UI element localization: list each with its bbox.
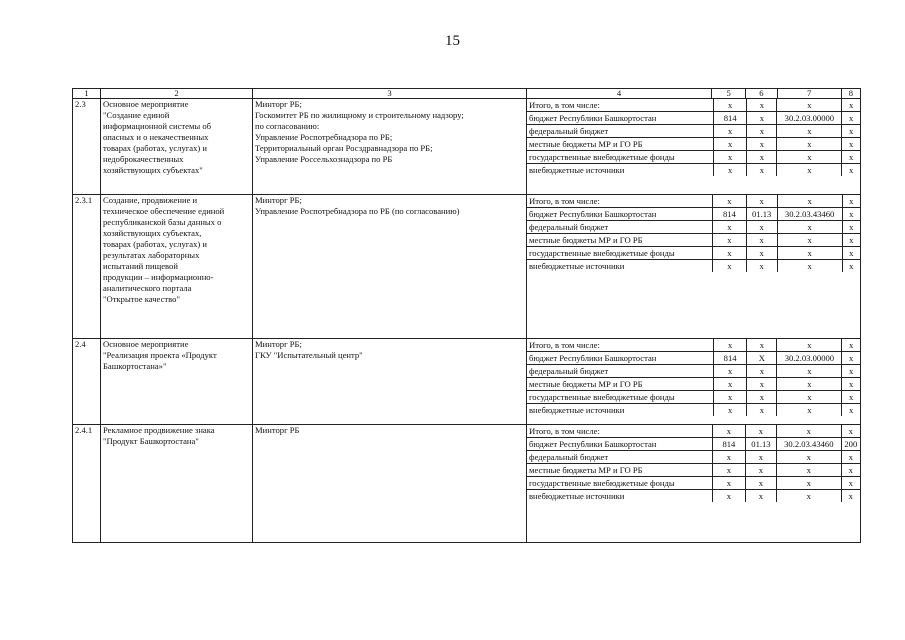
page-number: 15 — [445, 33, 460, 49]
funding-sources-cell — [527, 339, 861, 425]
funding-source-row — [527, 425, 860, 438]
section-code: x — [747, 164, 777, 177]
header-cell-5: 5 — [712, 89, 746, 98]
admin-code: x — [713, 151, 746, 164]
target-article-code: x — [777, 164, 842, 177]
expense-type-code: 200 — [841, 438, 860, 451]
section-code: x — [747, 339, 777, 352]
target-article-code: x — [777, 99, 842, 112]
expense-type-code: x — [842, 339, 860, 352]
funding-source-row — [527, 125, 860, 138]
section-code: x — [747, 112, 777, 125]
responsible-executors: Минторг РБ; ГКУ "Испытательный центр" — [253, 339, 527, 425]
table-row — [73, 425, 861, 543]
target-article-code: x — [777, 234, 842, 247]
admin-code: x — [713, 164, 746, 177]
responsible-executors: Минторг РБ; Управление Роспотребнадзора по РБ (по согласованию) — [253, 195, 527, 339]
funding-source-row — [527, 391, 860, 404]
header-cell-3: 3 — [253, 89, 527, 99]
expense-type-code: x — [841, 464, 860, 477]
admin-code: x — [712, 451, 745, 464]
expense-type-code: x — [842, 99, 860, 112]
funding-source-name: местные бюджеты МР и ГО РБ — [527, 378, 713, 391]
header-cell-1: 1 — [73, 89, 101, 99]
section-code: x — [747, 391, 777, 404]
expense-type-code: x — [842, 352, 860, 365]
expense-type-code: x — [849, 165, 854, 175]
funding-source-name: Итого, в том числе: — [527, 425, 712, 438]
target-article-code: 30.2.03.43460 — [777, 208, 842, 221]
section-code: 01.13 — [745, 438, 776, 451]
funding-source-name: государственные внебюджетные фонды — [527, 151, 713, 164]
row-number: 2.3 — [73, 99, 101, 195]
target-article-code: 30.2.03.43460 — [777, 438, 842, 451]
funding-source-name: внебюджетные источники — [527, 490, 712, 503]
header-cell-4: 4 — [527, 89, 712, 98]
expense-type-code: x — [842, 247, 860, 260]
funding-source-name: местные бюджеты МР и ГО РБ — [527, 234, 713, 247]
target-article-code: x — [777, 339, 842, 352]
target-article-code: x — [777, 365, 842, 378]
admin-code: x — [712, 464, 745, 477]
expense-type-code: x — [842, 391, 860, 404]
expense-type-code: x — [841, 451, 860, 464]
funding-source-name: федеральный бюджет — [527, 451, 712, 464]
funding-source-name: Итого, в том числе: — [527, 195, 713, 208]
admin-code: 814 — [713, 112, 746, 125]
funding-source-row — [527, 404, 860, 417]
funding-source-name: бюджет Республики Башкортостан — [527, 438, 712, 451]
table-row — [73, 99, 861, 195]
section-code: x — [747, 404, 777, 417]
funding-source-name: Итого, в том числе: — [527, 339, 713, 352]
header-cell-7: 7 — [777, 89, 841, 98]
header-cell-2: 2 — [101, 89, 253, 99]
section-code: x — [746, 234, 777, 247]
admin-code: x — [712, 490, 745, 503]
activity-name: Основное мероприятие "Реализация проекта «Продукт Башкортостана»" — [101, 339, 253, 425]
funding-source-row — [527, 464, 860, 477]
admin-code: x — [713, 125, 746, 138]
expense-type-code: x — [842, 195, 860, 208]
expense-type-code: x — [842, 208, 860, 221]
admin-code: x — [713, 99, 746, 112]
funding-source-name: внебюджетные источники — [527, 260, 713, 273]
target-article-code: x — [777, 464, 842, 477]
target-article-code: x — [777, 404, 842, 417]
expense-type-code: x — [841, 477, 860, 490]
target-article-code: x — [777, 247, 842, 260]
admin-code: x — [713, 260, 746, 273]
funding-source-name: государственные внебюджетные фонды — [527, 477, 712, 490]
admin-code: 814 — [712, 438, 745, 451]
admin-code: x — [713, 391, 746, 404]
expense-type-code: x — [842, 378, 860, 391]
funding-source-name: федеральный бюджет — [527, 221, 713, 234]
expense-type-code: x — [848, 491, 853, 501]
target-article-code: x — [777, 490, 842, 503]
funding-sources-table — [527, 195, 860, 272]
funding-source-row — [527, 208, 860, 221]
admin-code: x — [712, 425, 745, 438]
target-article-code: x — [777, 138, 842, 151]
funding-source-name: бюджет Республики Башкортостан — [527, 112, 713, 125]
header-cell-4-8 — [527, 89, 861, 99]
expense-type-code: x — [849, 405, 854, 415]
target-article-code: x — [777, 378, 842, 391]
funding-source-row — [527, 138, 860, 151]
responsible-executors: Минторг РБ — [253, 425, 527, 543]
target-article-code: x — [777, 391, 842, 404]
table-row — [73, 339, 861, 425]
funding-source-row — [527, 164, 860, 177]
expense-type-code: x — [842, 138, 860, 151]
row-number: 2.4.1 — [73, 425, 101, 543]
section-code: x — [747, 99, 777, 112]
header-row — [73, 89, 861, 99]
section-code: x — [746, 247, 777, 260]
funding-source-row — [527, 477, 860, 490]
funding-source-row — [527, 451, 860, 464]
admin-code: 814 — [713, 208, 746, 221]
funding-sources-table — [527, 339, 860, 416]
funding-source-name: внебюджетные источники — [527, 164, 713, 177]
section-code: 01.13 — [746, 208, 777, 221]
section-code: x — [745, 451, 776, 464]
funding-source-row — [527, 378, 860, 391]
program-activities-table — [72, 88, 861, 543]
target-article-code: x — [777, 451, 842, 464]
funding-source-row — [527, 438, 860, 451]
expense-type-code: x — [842, 365, 860, 378]
funding-source-row — [527, 365, 860, 378]
admin-code: x — [713, 234, 746, 247]
admin-code: x — [712, 477, 745, 490]
funding-source-row — [527, 260, 860, 273]
target-article-code: x — [777, 195, 842, 208]
funding-source-name: федеральный бюджет — [527, 365, 713, 378]
section-code: X — [747, 352, 777, 365]
target-article-code: x — [777, 477, 842, 490]
funding-source-name: государственные внебюджетные фонды — [527, 247, 713, 260]
section-code: x — [746, 260, 777, 273]
funding-source-name: государственные внебюджетные фонды — [527, 391, 713, 404]
funding-sources-table — [527, 99, 860, 176]
admin-code: x — [713, 378, 746, 391]
funding-sources-cell — [527, 425, 861, 543]
funding-source-name: бюджет Республики Башкортостан — [527, 352, 713, 365]
funding-source-name: федеральный бюджет — [527, 125, 713, 138]
section-code: x — [747, 365, 777, 378]
header-cell-8: 8 — [848, 89, 854, 98]
section-code: x — [746, 195, 777, 208]
target-article-code: 30.2.03.00000 — [777, 352, 842, 365]
funding-source-row — [527, 112, 860, 125]
expense-type-code: x — [842, 151, 860, 164]
row-number: 2.3.1 — [73, 195, 101, 339]
funding-source-row — [527, 234, 860, 247]
target-article-code: x — [777, 151, 842, 164]
funding-source-name: бюджет Республики Башкортостан — [527, 208, 713, 221]
funding-source-row — [527, 339, 860, 352]
target-article-code: 30.2.03.00000 — [777, 112, 842, 125]
funding-source-row — [527, 151, 860, 164]
admin-code: x — [713, 138, 746, 151]
admin-code: x — [713, 195, 746, 208]
admin-code: x — [713, 365, 746, 378]
section-code: x — [747, 151, 777, 164]
header-cell-6: 6 — [746, 89, 777, 98]
section-code: x — [747, 138, 777, 151]
funding-source-row — [527, 99, 860, 112]
section-code: x — [746, 221, 777, 234]
funding-sources-cell — [527, 99, 861, 195]
funding-sources-cell — [527, 195, 861, 339]
section-code: x — [747, 378, 777, 391]
target-article-code: x — [777, 260, 842, 273]
table-row — [73, 195, 861, 339]
funding-source-row — [527, 352, 860, 365]
funding-source-name: внебюджетные источники — [527, 404, 713, 417]
expense-type-code: x — [842, 125, 860, 138]
target-article-code: x — [777, 221, 842, 234]
funding-source-row — [527, 221, 860, 234]
activity-name: Рекламное продвижение знака "Продукт Башкортостана" — [101, 425, 253, 543]
activity-name: Основное мероприятие "Создание единой информационной системы об опасных и о некачественных товарах (работах, услугах) и недоброкачественных хозяйствующих субъектах" — [101, 99, 253, 195]
section-code: x — [745, 425, 776, 438]
funding-source-row — [527, 490, 860, 503]
target-article-code: x — [777, 125, 842, 138]
expense-type-code: x — [842, 234, 860, 247]
expense-type-code: x — [842, 221, 860, 234]
expense-type-code: x — [841, 425, 860, 438]
funding-source-name: Итого, в том числе: — [527, 99, 713, 112]
expense-type-code: x — [849, 261, 854, 271]
activity-name: Создание, продвижение и техническое обеспечение единой республиканской базы данных о хозяйствующих субъектах, товарах (работах, услугах) и результатах лабораторных испытаний пищевой продукции – информационно- аналитического портала "Открытое качество" — [101, 195, 253, 339]
expense-type-code: x — [842, 112, 860, 125]
section-code: x — [747, 125, 777, 138]
funding-source-row — [527, 247, 860, 260]
row-number: 2.4 — [73, 339, 101, 425]
section-code: x — [745, 477, 776, 490]
admin-code: x — [713, 247, 746, 260]
funding-source-name: местные бюджеты МР и ГО РБ — [527, 138, 713, 151]
admin-code: x — [713, 221, 746, 234]
funding-source-name: местные бюджеты МР и ГО РБ — [527, 464, 712, 477]
funding-sources-table — [527, 425, 860, 502]
target-article-code: x — [777, 425, 842, 438]
funding-source-row — [527, 195, 860, 208]
admin-code: 814 — [713, 352, 746, 365]
responsible-executors: Минторг РБ; Госкомитет РБ по жилищному и строительному надзору; по согласованию: Управление Роспотребнадзора по РБ; Территориальный орган Росздравнадзора по РБ; Управление Россельхознадзора по РБ — [253, 99, 527, 195]
admin-code: x — [713, 404, 746, 417]
admin-code: x — [713, 339, 746, 352]
section-code: x — [745, 464, 776, 477]
section-code: x — [745, 490, 776, 503]
